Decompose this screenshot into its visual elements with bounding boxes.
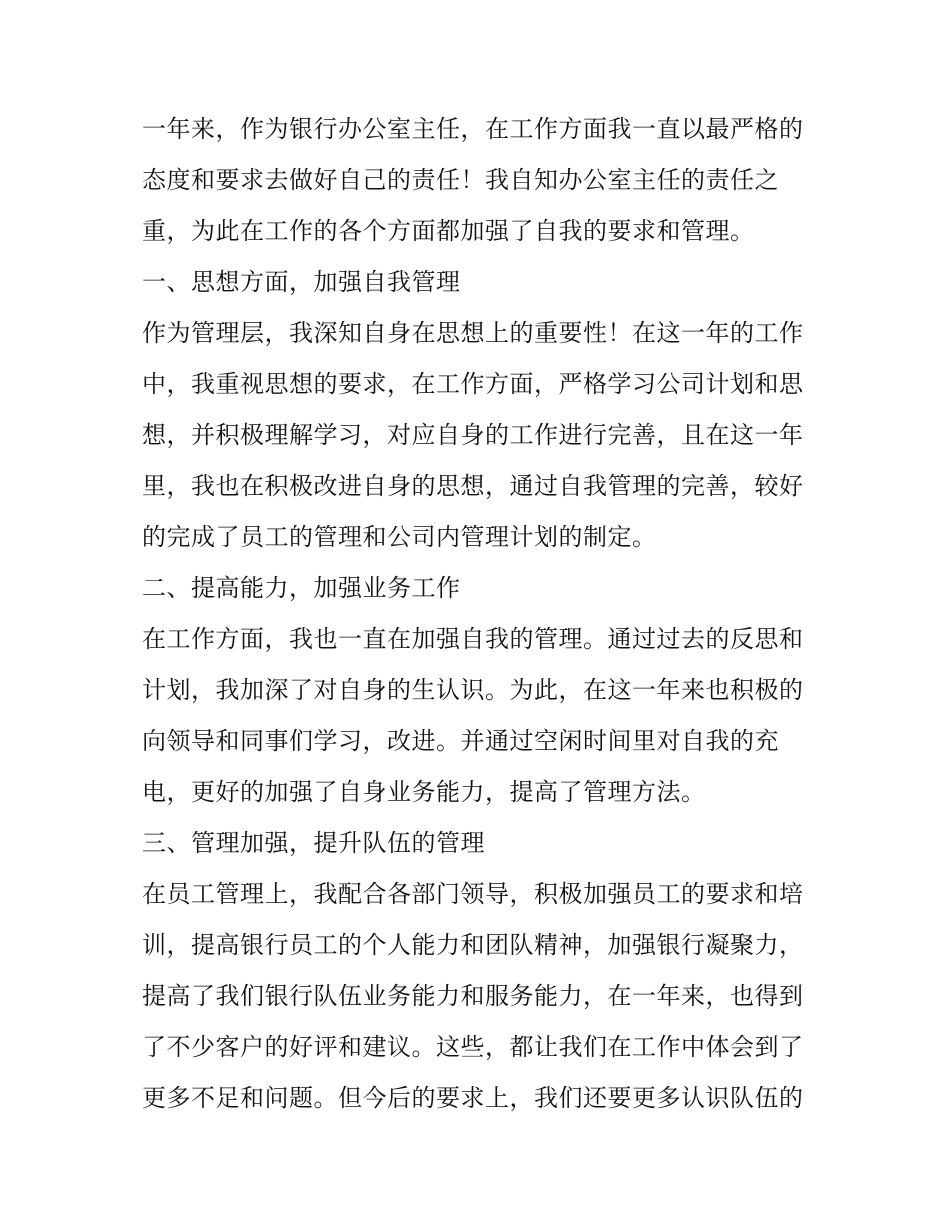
text-line-section1-5: 的完成了员工的管理和公司内管理计划的制定。	[142, 523, 657, 551]
document-body	[142, 108, 822, 1128]
text-line-section1-3: 想，并积极理解学习，对应自身的工作进行完善，且在这一年	[142, 421, 804, 449]
text-line-section1-1: 作为管理层，我深知自身在思想上的重要性！在这一年的工作	[142, 319, 804, 347]
text-line-section3-5: 更多不足和问题。但今后的要求上，我们还要更多认识队伍的	[142, 1084, 804, 1112]
text-line-section2-4: 电，更好的加强了自身业务能力，提高了管理方法。	[142, 778, 706, 806]
text-line-section1-4: 里，我也在积极改进自身的思想，通过自我管理的完善，较好	[142, 472, 804, 500]
section-heading-3: 三、管理加强，提升队伍的管理	[142, 829, 485, 857]
text-line-section2-2: 计划，我加深了对自身的生认识。为此，在这一年来也积极的	[142, 676, 804, 704]
section-heading-2: 二、提高能力，加强业务工作	[142, 574, 461, 602]
text-line-section3-2: 训，提高银行员工的个人能力和团队精神，加强银行凝聚力，	[142, 931, 804, 959]
text-line-intro-1: 一年来，作为银行办公室主任，在工作方面我一直以最严格的	[142, 115, 804, 143]
text-line-intro-2: 态度和要求去做好自己的责任！我自知办公室主任的责任之	[142, 166, 779, 194]
text-line-intro-3: 重，为此在工作的各个方面都加强了自我的要求和管理。	[142, 217, 755, 245]
text-line-section3-4: 了不少客户的好评和建议。这些，都让我们在工作中体会到了	[142, 1033, 804, 1061]
text-line-section3-3: 提高了我们银行队伍业务能力和服务能力，在一年来，也得到	[142, 982, 804, 1010]
text-line-section1-2: 中，我重视思想的要求，在工作方面，严格学习公司计划和思	[142, 370, 804, 398]
text-line-section3-1: 在员工管理上，我配合各部门领导，积极加强员工的要求和培	[142, 880, 804, 908]
text-line-section2-3: 向领导和同事们学习，改进。并通过空闲时间里对自我的充	[142, 727, 779, 755]
section-heading-1: 一、思想方面，加强自我管理	[142, 268, 461, 296]
text-line-section2-1: 在工作方面，我也一直在加强自我的管理。通过过去的反思和	[142, 625, 804, 653]
